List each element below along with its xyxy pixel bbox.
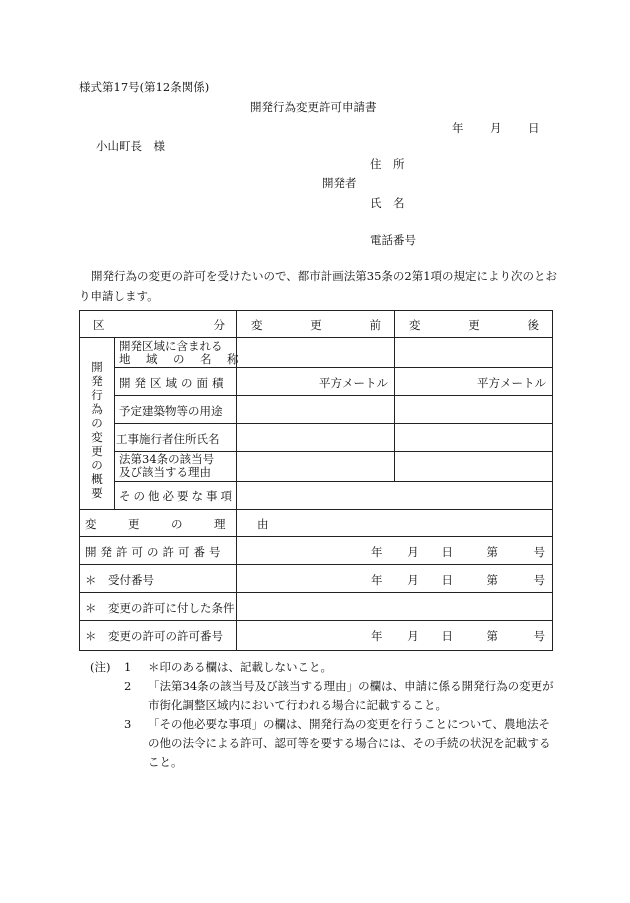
row-permit-number: 開発許可の許可番号 <box>85 545 225 559</box>
note-item: (注) 1 ＊印のある欄は、記載しないこと。 <box>90 658 560 677</box>
notes-label: (注) <box>90 660 111 674</box>
row-article34: 法第34条の該当号 及び該当する理由 <box>119 452 215 479</box>
phone-label: 電話番号 <box>370 233 416 247</box>
area-unit-after: 平方メートル <box>477 376 546 390</box>
row-conditions: ＊ 変更の許可に付した条件 <box>85 601 235 615</box>
application-date <box>452 120 540 136</box>
address-label: 住 所 <box>370 157 405 171</box>
change-permit-number-date: 年 月 日 第 号 <box>371 629 545 643</box>
receipt-number-date: 年 月 日 第 号 <box>371 573 545 587</box>
date-day: 日 <box>528 121 540 135</box>
header-after: 変 更 後 <box>409 318 539 332</box>
header-before: 変 更 前 <box>251 318 381 332</box>
row-area-size: 開発区域の面積 <box>119 376 228 390</box>
applicant-label: 開発者 <box>322 176 357 190</box>
row-area-name: 開発区域に含まれる 地 域 の 名 称 <box>119 339 241 366</box>
intro-text: 開発行為の変更の許可を受けたいので、都市計画法第35条の2第1項の規定により次のとおり申請します。 <box>79 269 558 303</box>
notes-section <box>90 658 560 772</box>
form-number: 様式第17号(第12条関係) <box>79 80 210 94</box>
name-label: 氏 名 <box>370 196 405 210</box>
note-item: 2 「法第34条の該当号及び該当する理由」の欄は、申請に係る開発行為の変更が市街化調整区域内において行われる場合に記載すること。 <box>124 679 554 712</box>
application-table <box>79 310 553 651</box>
permit-number-date: 年 月 日 第 号 <box>371 545 545 559</box>
row-change-reason: 変 更 の 理 由 <box>85 517 279 531</box>
area-unit-before: 平方メートル <box>319 376 388 390</box>
group-label: 開発行為の変更の概要 <box>91 360 103 500</box>
row-receipt-number: ＊ 受付番号 <box>85 573 154 587</box>
date-year: 年 <box>452 121 464 135</box>
document-title: 開発行為変更許可申請書 <box>250 100 377 114</box>
addressee: 小山町長 様 <box>96 139 165 153</box>
row-other-matters: その他必要な事項 <box>119 489 235 503</box>
row-change-permit-number: ＊ 変更の許可の許可番号 <box>85 629 223 643</box>
date-month: 月 <box>490 121 502 135</box>
row-building-use: 予定建築物等の用途 <box>119 404 223 418</box>
note-item: 3 「その他必要な事項」の欄は、開発行為の変更を行うことについて、農地法その他の法令による許可、認可等を要する場合には、その手続の状況を記載すること。 <box>124 717 551 769</box>
row-contractor: 工事施行者住所氏名 <box>116 432 220 446</box>
header-category: 区 分 <box>93 318 225 332</box>
